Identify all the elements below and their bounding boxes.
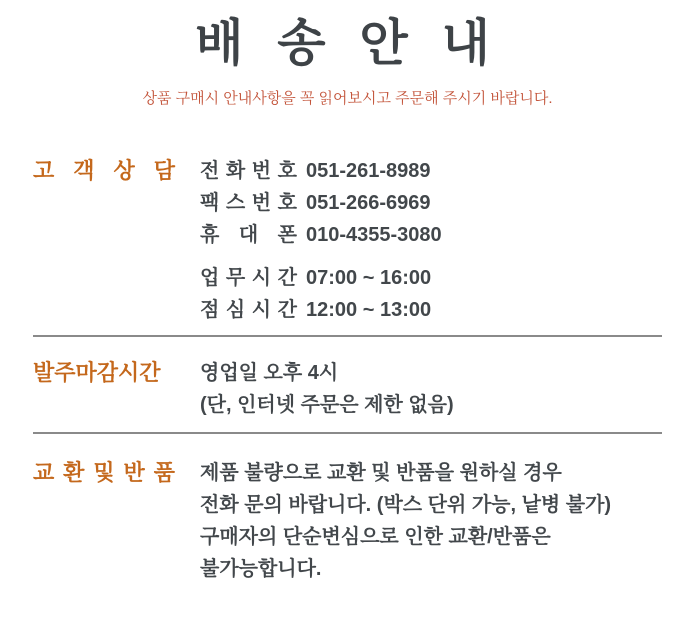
- mobile-label: 휴 대 폰: [200, 224, 297, 246]
- exchange-policy-line: 불가능합니다.: [200, 558, 322, 580]
- divider: [33, 432, 662, 434]
- phone-label: 전 화 번 호: [200, 160, 297, 182]
- phone-value: 051-261-8989: [306, 160, 431, 182]
- section-heading-customer-service: 고 객 상 담: [33, 158, 175, 183]
- exchange-policy-line: 전화 문의 바랍니다. (박스 단위 가능, 낱병 불가): [200, 494, 612, 516]
- contact-numbers-group: [200, 155, 442, 251]
- exchange-policy-line: 구매자의 단순변심으로 인한 교환/반품은: [200, 526, 551, 548]
- section-body-order-deadline: [200, 357, 454, 421]
- page-title: 배 송 안 내: [195, 15, 500, 71]
- section-customer-service: [33, 155, 662, 326]
- business-hours-value: 07:00 ~ 16:00: [306, 267, 432, 289]
- fax-row: [200, 187, 442, 219]
- section-exchange-return: [33, 457, 662, 585]
- mobile-row: [200, 219, 442, 251]
- lunch-hours-label: 점 심 시 간: [200, 299, 297, 321]
- deadline-note-line: (단, 인터넷 주문은 제한 없음): [200, 394, 454, 416]
- page-subtitle: 상품 구매시 안내사항을 꼭 읽어보시고 주문해 주시기 바랍니다.: [142, 90, 553, 107]
- section-heading-order-deadline: 발주마감시간: [33, 360, 161, 385]
- mobile-value: 010-4355-3080: [306, 224, 442, 246]
- business-hours-group: [200, 262, 442, 326]
- section-heading-exchange-return: 교 환 및 반 품: [33, 460, 175, 485]
- section-body-exchange-return: [200, 457, 611, 585]
- exchange-policy-line: 제품 불량으로 교환 및 반품을 원하실 경우: [200, 462, 562, 484]
- fax-label: 팩 스 번 호: [200, 192, 297, 214]
- section-body-customer-service: [200, 155, 442, 326]
- divider: [33, 335, 662, 337]
- deadline-line: 영업일 오후 4시: [200, 362, 339, 384]
- section-order-deadline: [33, 357, 662, 421]
- business-hours-label: 업 무 시 간: [200, 267, 297, 289]
- lunch-hours-row: [200, 294, 442, 326]
- lunch-hours-value: 12:00 ~ 13:00: [306, 299, 432, 321]
- phone-row: [200, 155, 442, 187]
- fax-value: 051-266-6969: [306, 192, 431, 214]
- business-hours-row: [200, 262, 442, 294]
